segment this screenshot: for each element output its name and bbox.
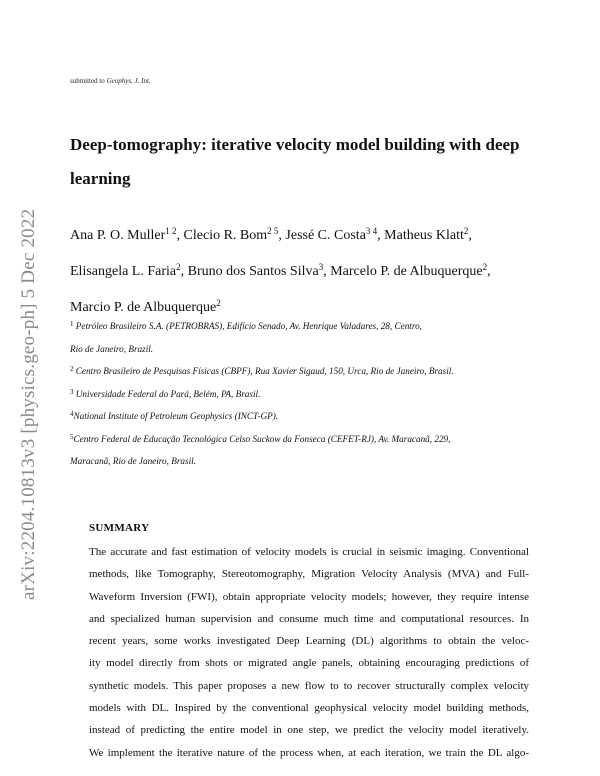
summary-line: recent years, some works investigated Deep Learning (DL) algorithms to obtain the veloc- [89,635,529,648]
summary-heading: SUMMARY [89,522,150,534]
author-affiliation: 3 [318,262,324,272]
summary-line: We implement the iterative nature of the process when, at each iteration, we train the DL algo- [89,746,529,759]
summary-line: models with DL. Inspired by the conventional geophysical velocity model building methods, [89,702,529,715]
author-name: Marcelo P. de Albuquerque [330,264,483,279]
arxiv-identifier: arXiv:2204.10813v3 [physics.geo-ph] 5 Dec 2022 [18,208,39,600]
author-separator: , [377,228,385,243]
author-separator: , [176,228,184,243]
author-affiliation: 2 5 [267,226,279,236]
affiliation-number: 3 [70,387,74,396]
affiliation-3 [70,383,540,406]
affiliation-text: Maracanã, Rio de Janeiro, Brasil. [70,456,196,466]
affiliation-text: Centro Federal de Educação Tecnológica Celso Suckow da Fonseca (CEFET-RJ), Av. Maracanã, 229, [73,433,451,444]
author-separator: , [180,264,188,279]
arxiv-sidebar [18,180,46,600]
summary-paragraph [89,541,529,764]
affiliation-text: Rio de Janeiro, Brazil. [70,343,154,354]
affiliation-number: 1 [70,320,74,328]
paper-title [70,128,540,196]
affiliation-2 [70,360,540,383]
affiliation-1-cont [70,338,540,361]
author-name: Marcio P. de Albuquerque [70,300,217,315]
summary-line: methods, like Tomography, Stereotomography, Migration Velocity Analysis (MVA) and Full- [89,568,529,581]
summary-line: The accurate and fast estimation of velocity models is crucial in seismic imaging. Conventional [89,546,529,558]
author-line [70,254,530,290]
author-affiliation: 2 [482,262,488,272]
author-list [70,218,530,326]
author-name: Elisangela L. Faria [70,264,177,279]
author-name: Matheus Klatt [384,228,464,243]
author-separator: , [468,228,472,243]
affiliation-4 [70,405,540,428]
author-separator: , [278,228,286,243]
author-name: Ana P. O. Muller [70,228,166,243]
summary-line: ity model directly from shots or migrated angle panels, obtaining encouraging predictions of [89,657,529,670]
author-line [70,218,530,254]
affiliation-5 [70,428,540,451]
title-line-1: Deep-tomography: iterative velocity model building with deep [70,135,520,154]
affiliation-number: 4 [70,410,74,418]
affiliation-text: Universidade Federal do Pará, Belém, PA, Brasil. [75,388,261,399]
affiliation-list [70,315,540,473]
author-name: Bruno dos Santos Silva [187,264,319,279]
summary-line: Waveform Inversion (FWI), obtain appropriate velocity models; however, they require intense [89,590,529,603]
author-separator: , [323,264,331,279]
title-line-2: learning [70,169,131,188]
author-affiliation: 1 2 [165,226,177,236]
affiliation-text: Petróleo Brasileiro S.A. (PETROBRAS), Edifício Senado, Av. Henrique Valadares, 28, Centro, [75,321,422,331]
affiliation-text: National Institute of Petroleum Geophysics (INCT-GP). [73,411,279,421]
journal-name: Geophys. J. Int. [106,77,151,85]
author-affiliation: 2 [176,262,181,272]
author-affiliation: 2 [216,298,221,308]
affiliation-5-cont [70,450,540,473]
author-affiliation: 2 [463,226,469,236]
affiliation-number: 2 [70,365,74,373]
summary-line: instead of predicting the entire model in one step, we predict the velocity model iteratively. [89,724,529,737]
author-separator: , [487,264,491,279]
author-name: Jessé C. Costa [285,228,366,243]
affiliation-1 [70,315,540,338]
affiliation-number: 5 [70,432,74,441]
author-name: Clecio R. Bom [183,228,268,243]
submission-note [70,77,151,85]
affiliation-text: Centro Brasileiro de Pesquisas Físicas (CBPF), Rua Xavier Sigaud, 150, Urca, Rio de Janeiro, Brasil. [75,366,454,376]
summary-line: and specialized human supervision and consume much time and computational resources. In [89,612,529,625]
summary-line: synthetic models. This paper proposes a new flow to to recover structurally complex velocity [89,679,529,692]
submitted-prefix: submitted to [70,77,107,85]
author-affiliation: 3 4 [365,226,378,236]
